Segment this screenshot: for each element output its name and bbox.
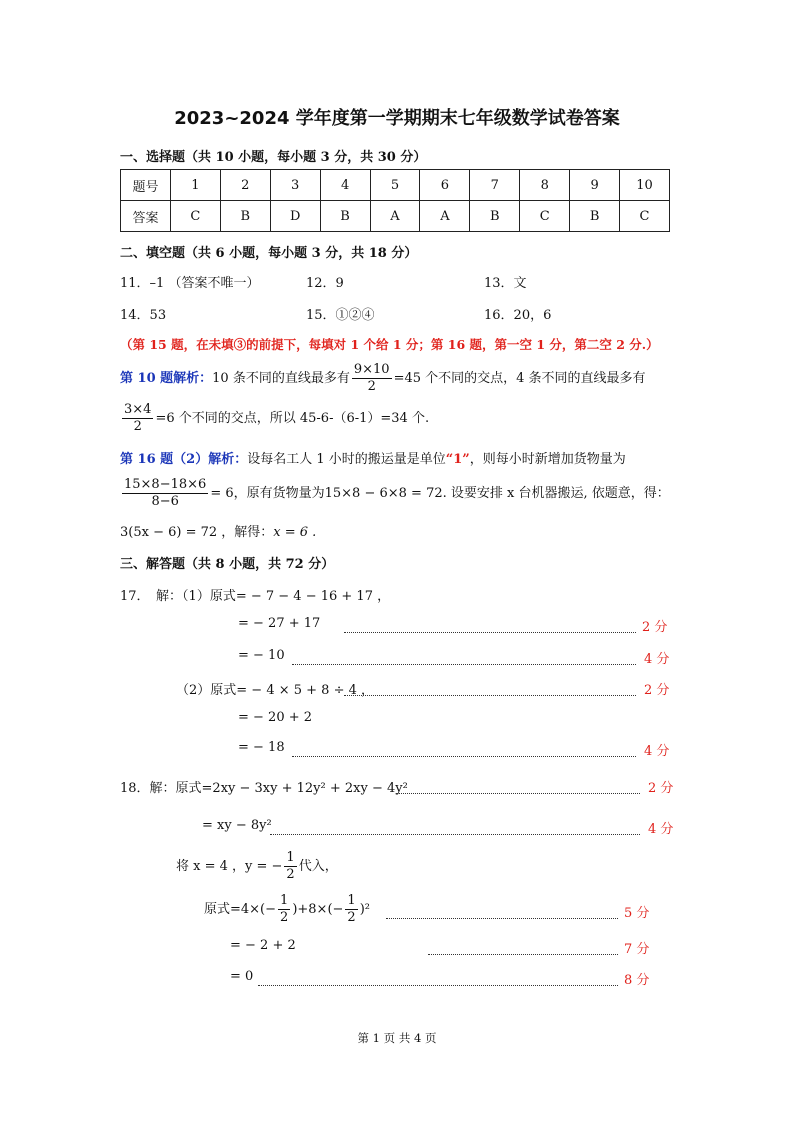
- item-answer: ①②④: [335, 308, 375, 323]
- table-cell: 9: [570, 170, 620, 201]
- score-mark: 4 分: [648, 822, 674, 837]
- fraction: [284, 850, 296, 883]
- score-mark: 5 分: [624, 906, 650, 921]
- table-cell: B: [470, 201, 520, 232]
- table-cell: C: [620, 201, 670, 232]
- table-cell: 10: [620, 170, 670, 201]
- answer-table: [120, 169, 670, 232]
- section3-heading: 三、解答题（共 8 小题，共 72 分）: [120, 557, 335, 572]
- score-mark: 2 分: [644, 683, 670, 698]
- grading-note: （第 15 题，在未填③的前提下，每填对 1 个给 1 分；第 16 题，第一空 1 分，第二空 2 分.）: [120, 337, 659, 352]
- analysis-10-line1: [120, 362, 646, 395]
- expression-part: 原式=4×(−: [204, 902, 277, 917]
- q18-line5: = 0: [230, 969, 254, 984]
- table-row: [121, 201, 670, 232]
- analysis-16-line2: [120, 477, 670, 510]
- q18-line2: = xy − 8y²: [202, 818, 272, 833]
- score-mark: 7 分: [624, 942, 650, 957]
- row-label: 题号: [121, 170, 171, 201]
- table-cell: A: [420, 201, 470, 232]
- dot-leader: [344, 679, 636, 696]
- item-answer: 9: [335, 276, 344, 291]
- q17-line5: = − 20 + 2: [238, 710, 313, 725]
- item-answer: 20，6: [513, 308, 552, 323]
- analysis-text: 3(5x − 6) = 72 ，解得：: [120, 525, 274, 540]
- table-cell: C: [520, 201, 570, 232]
- score-mark: 4 分: [644, 744, 670, 759]
- q17-line2: = − 27 + 17: [238, 616, 321, 631]
- fraction-denominator: 2: [367, 379, 376, 394]
- fill-item-14: [120, 304, 166, 323]
- fill-item-11: [120, 272, 259, 291]
- score-mark: 2 分: [648, 781, 674, 796]
- dot-leader: [344, 616, 636, 633]
- section1-heading: 一、选择题（共 10 小题，每小题 3 分，共 30 分）: [120, 150, 427, 165]
- fraction-denominator: 2: [280, 910, 289, 925]
- fraction-denominator: 2: [347, 910, 356, 925]
- table-cell: 2: [220, 170, 270, 201]
- q17-line1: 17． 解：（1）原式= − 7 − 4 − 16 + 17 ，: [120, 589, 391, 604]
- table-cell: 3: [270, 170, 320, 201]
- item-number: 15．: [306, 308, 336, 323]
- item-number: 16．: [484, 308, 514, 323]
- fraction-numerator: 1: [280, 893, 289, 908]
- fraction: [122, 402, 153, 435]
- dot-leader: [428, 938, 618, 955]
- table-cell: 4: [320, 170, 370, 201]
- substitution-text: 将 x = 4 ，y = −: [176, 859, 283, 874]
- item-number: 11．: [120, 276, 150, 291]
- fill-item-13: [484, 272, 527, 291]
- fraction-numerator: 9×10: [353, 362, 390, 377]
- item-number: 12．: [306, 276, 336, 291]
- item-number: 13．: [484, 276, 514, 291]
- fill-item-12: [306, 272, 344, 291]
- item-answer: –1: [149, 276, 165, 291]
- page-title: 2023~2024 学年度第一学期期末七年级数学试卷答案: [174, 108, 620, 129]
- q18-line1: 18．解：原式=2xy − 3xy + 12y² + 2xy − 4y²: [120, 781, 408, 796]
- analysis-text: ，则每小时新增加货物量为: [469, 452, 626, 467]
- fraction: [352, 362, 392, 395]
- score-mark: 8 分: [624, 973, 650, 988]
- table-cell: 6: [420, 170, 470, 201]
- q18-substitution: [176, 850, 338, 883]
- fraction: [122, 477, 208, 510]
- fraction-numerator: 15×8−18×6: [124, 477, 207, 492]
- q18-line3: [204, 893, 370, 926]
- fill-item-16: [484, 304, 551, 323]
- section2-heading: 二、填空题（共 6 小题，每小题 3 分，共 18 分）: [120, 246, 418, 261]
- analysis-quote: “1”: [445, 452, 470, 467]
- table-cell: A: [370, 201, 420, 232]
- dot-leader: [292, 740, 636, 757]
- analysis-text: =6 个不同的交点，所以 45-6-（6-1）=34 个.: [155, 411, 430, 426]
- fraction-numerator: 3×4: [124, 402, 152, 417]
- page-footer: 第 1 页 共 4 页: [357, 1031, 437, 1045]
- item-note: （答案不唯一）: [168, 276, 260, 291]
- table-cell: 1: [170, 170, 220, 201]
- score-mark: 2 分: [642, 620, 668, 635]
- analysis-text: = 6，原有货物量为15×8 − 6×8 = 72. 设要安排 x 台机器搬运, 依题意，得：: [210, 486, 670, 501]
- expression-part: )²: [359, 902, 370, 917]
- table-cell: C: [170, 201, 220, 232]
- q18-line4: = − 2 + 2: [230, 938, 296, 953]
- table-cell: 8: [520, 170, 570, 201]
- fraction-numerator: 1: [286, 850, 295, 865]
- table-cell: B: [320, 201, 370, 232]
- fraction-denominator: 2: [133, 419, 142, 434]
- dot-leader: [270, 818, 640, 835]
- fraction-denominator: 2: [286, 867, 295, 882]
- table-cell: 5: [370, 170, 420, 201]
- analysis-10-line2: [120, 402, 429, 435]
- score-mark: 4 分: [644, 652, 670, 667]
- analysis-text: =45 个不同的交点，4 条不同的直线最多有: [393, 371, 646, 386]
- analysis-result: x = 6 .: [273, 525, 317, 540]
- analysis-16-line1: [120, 448, 626, 467]
- dot-leader: [292, 648, 636, 665]
- analysis-text: 10 条不同的直线最多有: [212, 371, 350, 386]
- fraction-denominator: 8−6: [151, 494, 179, 509]
- item-number: 14．: [120, 308, 150, 323]
- table-cell: B: [570, 201, 620, 232]
- item-answer: 文: [513, 276, 527, 291]
- analysis-label: 第 10 题解析：: [120, 371, 213, 386]
- item-answer: 53: [149, 308, 167, 323]
- q17-line3: = − 10: [238, 648, 285, 663]
- table-row: [121, 170, 670, 201]
- fill-item-15: [306, 304, 375, 323]
- analysis-text: 设每名工人 1 小时的搬运量是单位: [247, 452, 446, 467]
- fraction-numerator: 1: [347, 893, 356, 908]
- table-cell: B: [220, 201, 270, 232]
- dot-leader: [386, 902, 618, 919]
- fraction: [278, 893, 290, 926]
- q17-line4: （2）原式= − 4 × 5 + 8 ÷ 4 ，: [176, 683, 375, 698]
- dot-leader: [396, 777, 640, 794]
- dot-leader: [258, 969, 618, 986]
- table-cell: 7: [470, 170, 520, 201]
- q17-line6: = − 18: [238, 740, 285, 755]
- analysis-16-line3: [120, 521, 316, 540]
- fraction: [345, 893, 357, 926]
- substitution-text: 代入，: [298, 859, 338, 874]
- expression-part: )+8×(−: [292, 902, 344, 917]
- analysis-label: 第 16 题（2）解析：: [120, 452, 248, 467]
- table-cell: D: [270, 201, 320, 232]
- row-label: 答案: [121, 201, 171, 232]
